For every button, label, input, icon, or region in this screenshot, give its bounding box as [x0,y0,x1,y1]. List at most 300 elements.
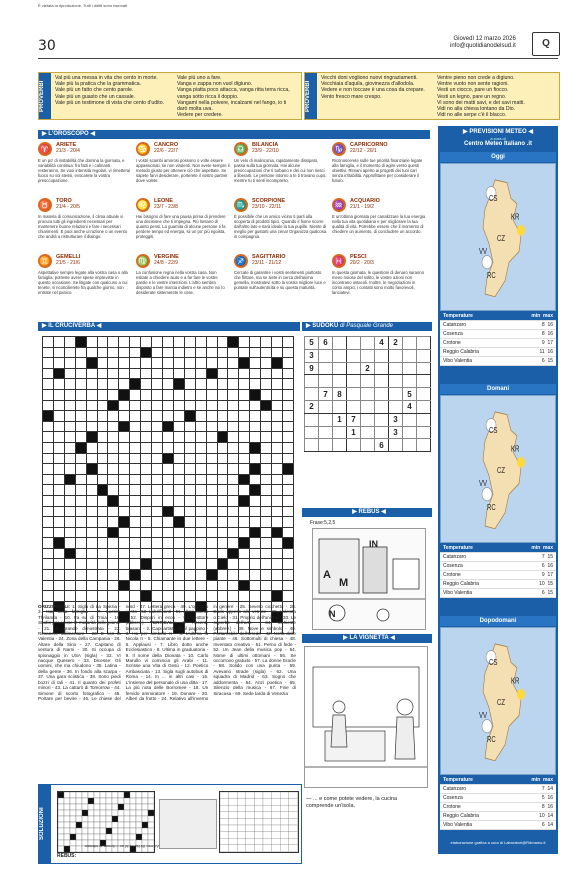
sudoku-cell[interactable] [403,362,417,375]
crossword-cell[interactable] [195,464,206,475]
crossword-cell[interactable] [97,538,108,549]
crossword-cell[interactable] [239,432,250,443]
crossword-cell[interactable] [282,379,293,390]
crossword-cell[interactable] [162,358,173,369]
crossword-cell[interactable] [173,432,184,443]
sudoku-cell[interactable]: 2 [361,362,375,375]
crossword-cell[interactable] [141,442,152,453]
crossword-cell[interactable] [86,358,97,369]
sudoku-cell[interactable] [389,362,403,375]
crossword-cell[interactable] [108,485,119,496]
crossword-cell[interactable] [130,453,141,464]
crossword-cell[interactable] [173,580,184,591]
crossword-cell[interactable] [86,379,97,390]
crossword-cell[interactable] [141,453,152,464]
crossword-cell[interactable] [261,411,272,422]
crossword-cell[interactable] [282,464,293,475]
crossword-cell[interactable] [250,495,261,506]
crossword-cell[interactable] [64,368,75,379]
crossword-cell[interactable] [141,591,152,602]
crossword-cell[interactable] [53,379,64,390]
crossword-cell[interactable] [97,580,108,591]
crossword-cell[interactable] [152,548,163,559]
crossword-cell[interactable] [97,517,108,528]
crossword-cell[interactable] [108,411,119,422]
crossword-cell[interactable] [173,421,184,432]
crossword-cell[interactable] [119,485,130,496]
sudoku-cell[interactable]: 6 [375,439,389,452]
crossword-cell[interactable] [43,379,54,390]
crossword-cell[interactable] [272,548,283,559]
sudoku-cell[interactable]: 8 [333,388,347,401]
crossword-cell[interactable] [272,495,283,506]
sudoku-cell[interactable] [305,426,319,439]
crossword-cell[interactable] [250,400,261,411]
sudoku-cell[interactable] [375,426,389,439]
crossword-cell[interactable] [162,591,173,602]
crossword-cell[interactable] [195,591,206,602]
crossword-cell[interactable] [184,389,195,400]
crossword-cell[interactable] [162,442,173,453]
sudoku-cell[interactable]: 5 [403,388,417,401]
crossword-cell[interactable] [119,411,130,422]
crossword-cell[interactable] [162,548,173,559]
crossword-cell[interactable] [184,559,195,570]
crossword-cell[interactable] [43,453,54,464]
crossword-cell[interactable] [64,464,75,475]
sudoku-cell[interactable] [333,439,347,452]
crossword-cell[interactable] [272,485,283,496]
crossword-cell[interactable] [173,464,184,475]
crossword-cell[interactable] [173,559,184,570]
crossword-cell[interactable] [141,580,152,591]
crossword-cell[interactable] [119,337,130,348]
crossword-cell[interactable] [173,474,184,485]
crossword-cell[interactable] [173,347,184,358]
crossword-cell[interactable] [75,474,86,485]
crossword-cell[interactable] [130,538,141,549]
crossword-cell[interactable] [228,411,239,422]
crossword-cell[interactable] [217,570,228,581]
crossword-cell[interactable] [162,453,173,464]
crossword-cell[interactable] [217,389,228,400]
crossword-cell[interactable] [282,570,293,581]
crossword-cell[interactable] [217,474,228,485]
crossword-cell[interactable] [206,337,217,348]
crossword-cell[interactable] [184,570,195,581]
crossword-cell[interactable] [43,411,54,422]
sudoku-cell[interactable]: 1 [333,413,347,426]
crossword-cell[interactable] [195,495,206,506]
crossword-cell[interactable] [152,411,163,422]
crossword-cell[interactable] [217,506,228,517]
crossword-cell[interactable] [64,432,75,443]
crossword-cell[interactable] [152,538,163,549]
crossword-cell[interactable] [272,453,283,464]
sudoku-cell[interactable]: 2 [305,400,319,413]
crossword-cell[interactable] [86,432,97,443]
crossword-cell[interactable] [53,570,64,581]
crossword-cell[interactable] [53,400,64,411]
crossword-cell[interactable] [141,421,152,432]
crossword-cell[interactable] [272,474,283,485]
crossword-cell[interactable] [173,442,184,453]
crossword-cell[interactable] [108,368,119,379]
crossword-cell[interactable] [141,527,152,538]
crossword-cell[interactable] [206,432,217,443]
crossword-cell[interactable] [250,591,261,602]
crossword-cell[interactable] [64,379,75,390]
crossword-cell[interactable] [272,379,283,390]
crossword-cell[interactable] [217,421,228,432]
crossword-cell[interactable] [184,580,195,591]
crossword-cell[interactable] [43,570,54,581]
sudoku-cell[interactable] [347,349,361,362]
crossword-cell[interactable] [239,347,250,358]
crossword-cell[interactable] [282,337,293,348]
crossword-cell[interactable] [108,495,119,506]
crossword-cell[interactable] [261,548,272,559]
crossword-cell[interactable] [141,389,152,400]
crossword-cell[interactable] [53,485,64,496]
crossword-cell[interactable] [152,485,163,496]
crossword-cell[interactable] [86,337,97,348]
crossword-cell[interactable] [108,347,119,358]
sudoku-cell[interactable] [361,337,375,350]
crossword-cell[interactable] [64,580,75,591]
crossword-cell[interactable] [261,559,272,570]
crossword-cell[interactable] [217,485,228,496]
crossword-cell[interactable] [162,337,173,348]
crossword-cell[interactable] [173,548,184,559]
crossword-cell[interactable] [108,464,119,475]
crossword-cell[interactable] [108,358,119,369]
crossword-cell[interactable] [184,411,195,422]
crossword-cell[interactable] [108,506,119,517]
crossword-cell[interactable] [152,559,163,570]
sudoku-cell[interactable] [403,426,417,439]
crossword-cell[interactable] [250,559,261,570]
crossword-cell[interactable] [217,559,228,570]
crossword-cell[interactable] [184,368,195,379]
crossword-cell[interactable] [130,548,141,559]
crossword-cell[interactable] [239,495,250,506]
crossword-cell[interactable] [195,347,206,358]
crossword-cell[interactable] [250,548,261,559]
crossword-cell[interactable] [206,506,217,517]
crossword-cell[interactable] [195,548,206,559]
sudoku-cell[interactable]: 5 [305,337,319,350]
crossword-cell[interactable] [97,548,108,559]
crossword-cell[interactable] [282,400,293,411]
crossword-cell[interactable] [282,453,293,464]
crossword-cell[interactable] [75,506,86,517]
crossword-cell[interactable] [206,495,217,506]
crossword-cell[interactable] [217,358,228,369]
crossword-cell[interactable] [228,358,239,369]
crossword-cell[interactable] [282,474,293,485]
sudoku-cell[interactable] [361,400,375,413]
crossword-cell[interactable] [195,411,206,422]
crossword-cell[interactable] [282,389,293,400]
crossword-cell[interactable] [173,517,184,528]
crossword-cell[interactable] [261,400,272,411]
sudoku-cell[interactable] [319,349,333,362]
crossword-cell[interactable] [272,411,283,422]
crossword-cell[interactable] [152,389,163,400]
crossword-cell[interactable] [206,538,217,549]
crossword-cell[interactable] [217,337,228,348]
crossword-cell[interactable] [250,570,261,581]
crossword-cell[interactable] [239,570,250,581]
crossword-cell[interactable] [53,368,64,379]
crossword-cell[interactable] [250,538,261,549]
crossword-cell[interactable] [53,495,64,506]
sudoku-cell[interactable] [375,349,389,362]
crossword-cell[interactable] [141,379,152,390]
crossword-cell[interactable] [64,453,75,464]
sudoku-cell[interactable] [417,349,431,362]
crossword-cell[interactable] [195,538,206,549]
crossword-cell[interactable] [97,379,108,390]
crossword-cell[interactable] [53,411,64,422]
sudoku-cell[interactable] [319,375,333,388]
crossword-cell[interactable] [272,506,283,517]
crossword-cell[interactable] [228,432,239,443]
crossword-cell[interactable] [272,527,283,538]
crossword-cell[interactable] [250,337,261,348]
crossword-cell[interactable] [195,527,206,538]
crossword-cell[interactable] [250,411,261,422]
crossword-cell[interactable] [43,538,54,549]
crossword-cell[interactable] [141,559,152,570]
crossword-cell[interactable] [53,506,64,517]
crossword-cell[interactable] [43,337,54,348]
sudoku-cell[interactable] [375,375,389,388]
crossword-cell[interactable] [228,517,239,528]
crossword-cell[interactable] [228,421,239,432]
crossword-cell[interactable] [162,432,173,443]
crossword-cell[interactable] [130,421,141,432]
crossword-cell[interactable] [97,442,108,453]
crossword-cell[interactable] [173,485,184,496]
crossword-cell[interactable] [43,442,54,453]
crossword-cell[interactable] [206,400,217,411]
crossword-cell[interactable] [119,389,130,400]
crossword-cell[interactable] [108,432,119,443]
crossword-cell[interactable] [119,570,130,581]
crossword-cell[interactable] [206,421,217,432]
crossword-cell[interactable] [261,485,272,496]
sudoku-cell[interactable]: 9 [305,362,319,375]
crossword-cell[interactable] [108,442,119,453]
crossword-cell[interactable] [75,580,86,591]
crossword-cell[interactable] [282,559,293,570]
sudoku-cell[interactable] [375,413,389,426]
crossword-cell[interactable] [108,538,119,549]
crossword-cell[interactable] [162,485,173,496]
crossword-cell[interactable] [130,389,141,400]
crossword-cell[interactable] [261,442,272,453]
crossword-cell[interactable] [130,485,141,496]
crossword-cell[interactable] [119,548,130,559]
crossword-cell[interactable] [141,548,152,559]
sudoku-cell[interactable] [305,375,319,388]
crossword-cell[interactable] [261,580,272,591]
sudoku-cell[interactable] [305,439,319,452]
crossword-cell[interactable] [119,368,130,379]
crossword-cell[interactable] [152,464,163,475]
crossword-cell[interactable] [97,485,108,496]
crossword-cell[interactable] [119,347,130,358]
crossword-cell[interactable] [119,495,130,506]
crossword-cell[interactable] [195,337,206,348]
crossword-cell[interactable] [141,347,152,358]
crossword-cell[interactable] [141,495,152,506]
crossword-cell[interactable] [43,580,54,591]
crossword-cell[interactable] [239,527,250,538]
crossword-cell[interactable] [261,453,272,464]
crossword-cell[interactable] [217,580,228,591]
crossword-cell[interactable] [119,527,130,538]
crossword-cell[interactable] [184,527,195,538]
crossword-cell[interactable] [119,464,130,475]
crossword-cell[interactable] [119,453,130,464]
crossword-cell[interactable] [108,453,119,464]
crossword-cell[interactable] [173,527,184,538]
crossword-cell[interactable] [97,506,108,517]
crossword-cell[interactable] [64,421,75,432]
sudoku-cell[interactable]: 2 [389,337,403,350]
crossword-cell[interactable] [43,517,54,528]
crossword-cell[interactable] [206,591,217,602]
crossword-cell[interactable] [141,337,152,348]
crossword-cell[interactable] [228,400,239,411]
crossword-cell[interactable] [53,421,64,432]
sudoku-cell[interactable] [417,413,431,426]
sudoku-cell[interactable] [361,349,375,362]
crossword-cell[interactable] [272,432,283,443]
crossword-cell[interactable] [272,358,283,369]
crossword-cell[interactable] [173,495,184,506]
crossword-cell[interactable] [217,453,228,464]
crossword-cell[interactable] [184,421,195,432]
crossword-cell[interactable] [228,485,239,496]
sudoku-cell[interactable] [375,362,389,375]
crossword-cell[interactable] [228,506,239,517]
crossword-cell[interactable] [228,548,239,559]
crossword-cell[interactable] [173,538,184,549]
crossword-cell[interactable] [195,442,206,453]
crossword-cell[interactable] [53,474,64,485]
sudoku-cell[interactable]: 7 [347,413,361,426]
crossword-cell[interactable] [130,337,141,348]
crossword-cell[interactable] [119,538,130,549]
crossword-cell[interactable] [162,559,173,570]
crossword-cell[interactable] [162,347,173,358]
crossword-cell[interactable] [239,442,250,453]
crossword-cell[interactable] [43,347,54,358]
crossword-cell[interactable] [195,379,206,390]
crossword-cell[interactable] [239,548,250,559]
sudoku-cell[interactable] [347,362,361,375]
sudoku-cell[interactable] [361,375,375,388]
crossword-cell[interactable] [86,389,97,400]
crossword-cell[interactable] [152,474,163,485]
crossword-cell[interactable] [184,453,195,464]
crossword-cell[interactable] [272,559,283,570]
crossword-cell[interactable] [228,347,239,358]
crossword-cell[interactable] [239,538,250,549]
crossword-cell[interactable] [228,591,239,602]
crossword-cell[interactable] [152,347,163,358]
crossword-cell[interactable] [206,474,217,485]
crossword-cell[interactable] [195,474,206,485]
crossword-cell[interactable] [75,527,86,538]
crossword-cell[interactable] [75,453,86,464]
crossword-cell[interactable] [130,591,141,602]
crossword-cell[interactable] [152,432,163,443]
crossword-cell[interactable] [53,559,64,570]
crossword-cell[interactable] [152,358,163,369]
crossword-cell[interactable] [206,517,217,528]
crossword-cell[interactable] [53,580,64,591]
crossword-cell[interactable] [119,591,130,602]
crossword-cell[interactable] [130,580,141,591]
crossword-cell[interactable] [86,368,97,379]
crossword-cell[interactable] [43,506,54,517]
crossword-cell[interactable] [282,517,293,528]
crossword-cell[interactable] [75,379,86,390]
sudoku-cell[interactable] [375,400,389,413]
crossword-cell[interactable] [195,389,206,400]
crossword-cell[interactable] [272,400,283,411]
crossword-cell[interactable] [282,527,293,538]
crossword-cell[interactable] [43,495,54,506]
crossword-cell[interactable] [261,517,272,528]
crossword-cell[interactable] [130,570,141,581]
crossword-cell[interactable] [152,442,163,453]
crossword-cell[interactable] [97,495,108,506]
crossword-cell[interactable] [130,517,141,528]
crossword-cell[interactable] [152,379,163,390]
crossword-cell[interactable] [75,591,86,602]
sudoku-cell[interactable]: 4 [403,400,417,413]
crossword-cell[interactable] [119,517,130,528]
sudoku-cell[interactable] [361,388,375,401]
crossword-cell[interactable] [217,548,228,559]
sudoku-cell[interactable] [389,375,403,388]
crossword-cell[interactable] [75,421,86,432]
crossword-cell[interactable] [141,570,152,581]
crossword-cell[interactable] [97,527,108,538]
crossword-cell[interactable] [141,517,152,528]
sudoku-cell[interactable] [361,413,375,426]
crossword-cell[interactable] [108,559,119,570]
crossword-cell[interactable] [86,464,97,475]
crossword-cell[interactable] [184,485,195,496]
crossword-cell[interactable] [261,389,272,400]
crossword-cell[interactable] [86,548,97,559]
crossword-cell[interactable] [228,389,239,400]
crossword-cell[interactable] [130,379,141,390]
crossword-cell[interactable] [86,453,97,464]
crossword-cell[interactable] [239,421,250,432]
crossword-cell[interactable] [108,421,119,432]
crossword-cell[interactable] [228,538,239,549]
crossword-cell[interactable] [130,400,141,411]
sudoku-cell[interactable] [333,375,347,388]
